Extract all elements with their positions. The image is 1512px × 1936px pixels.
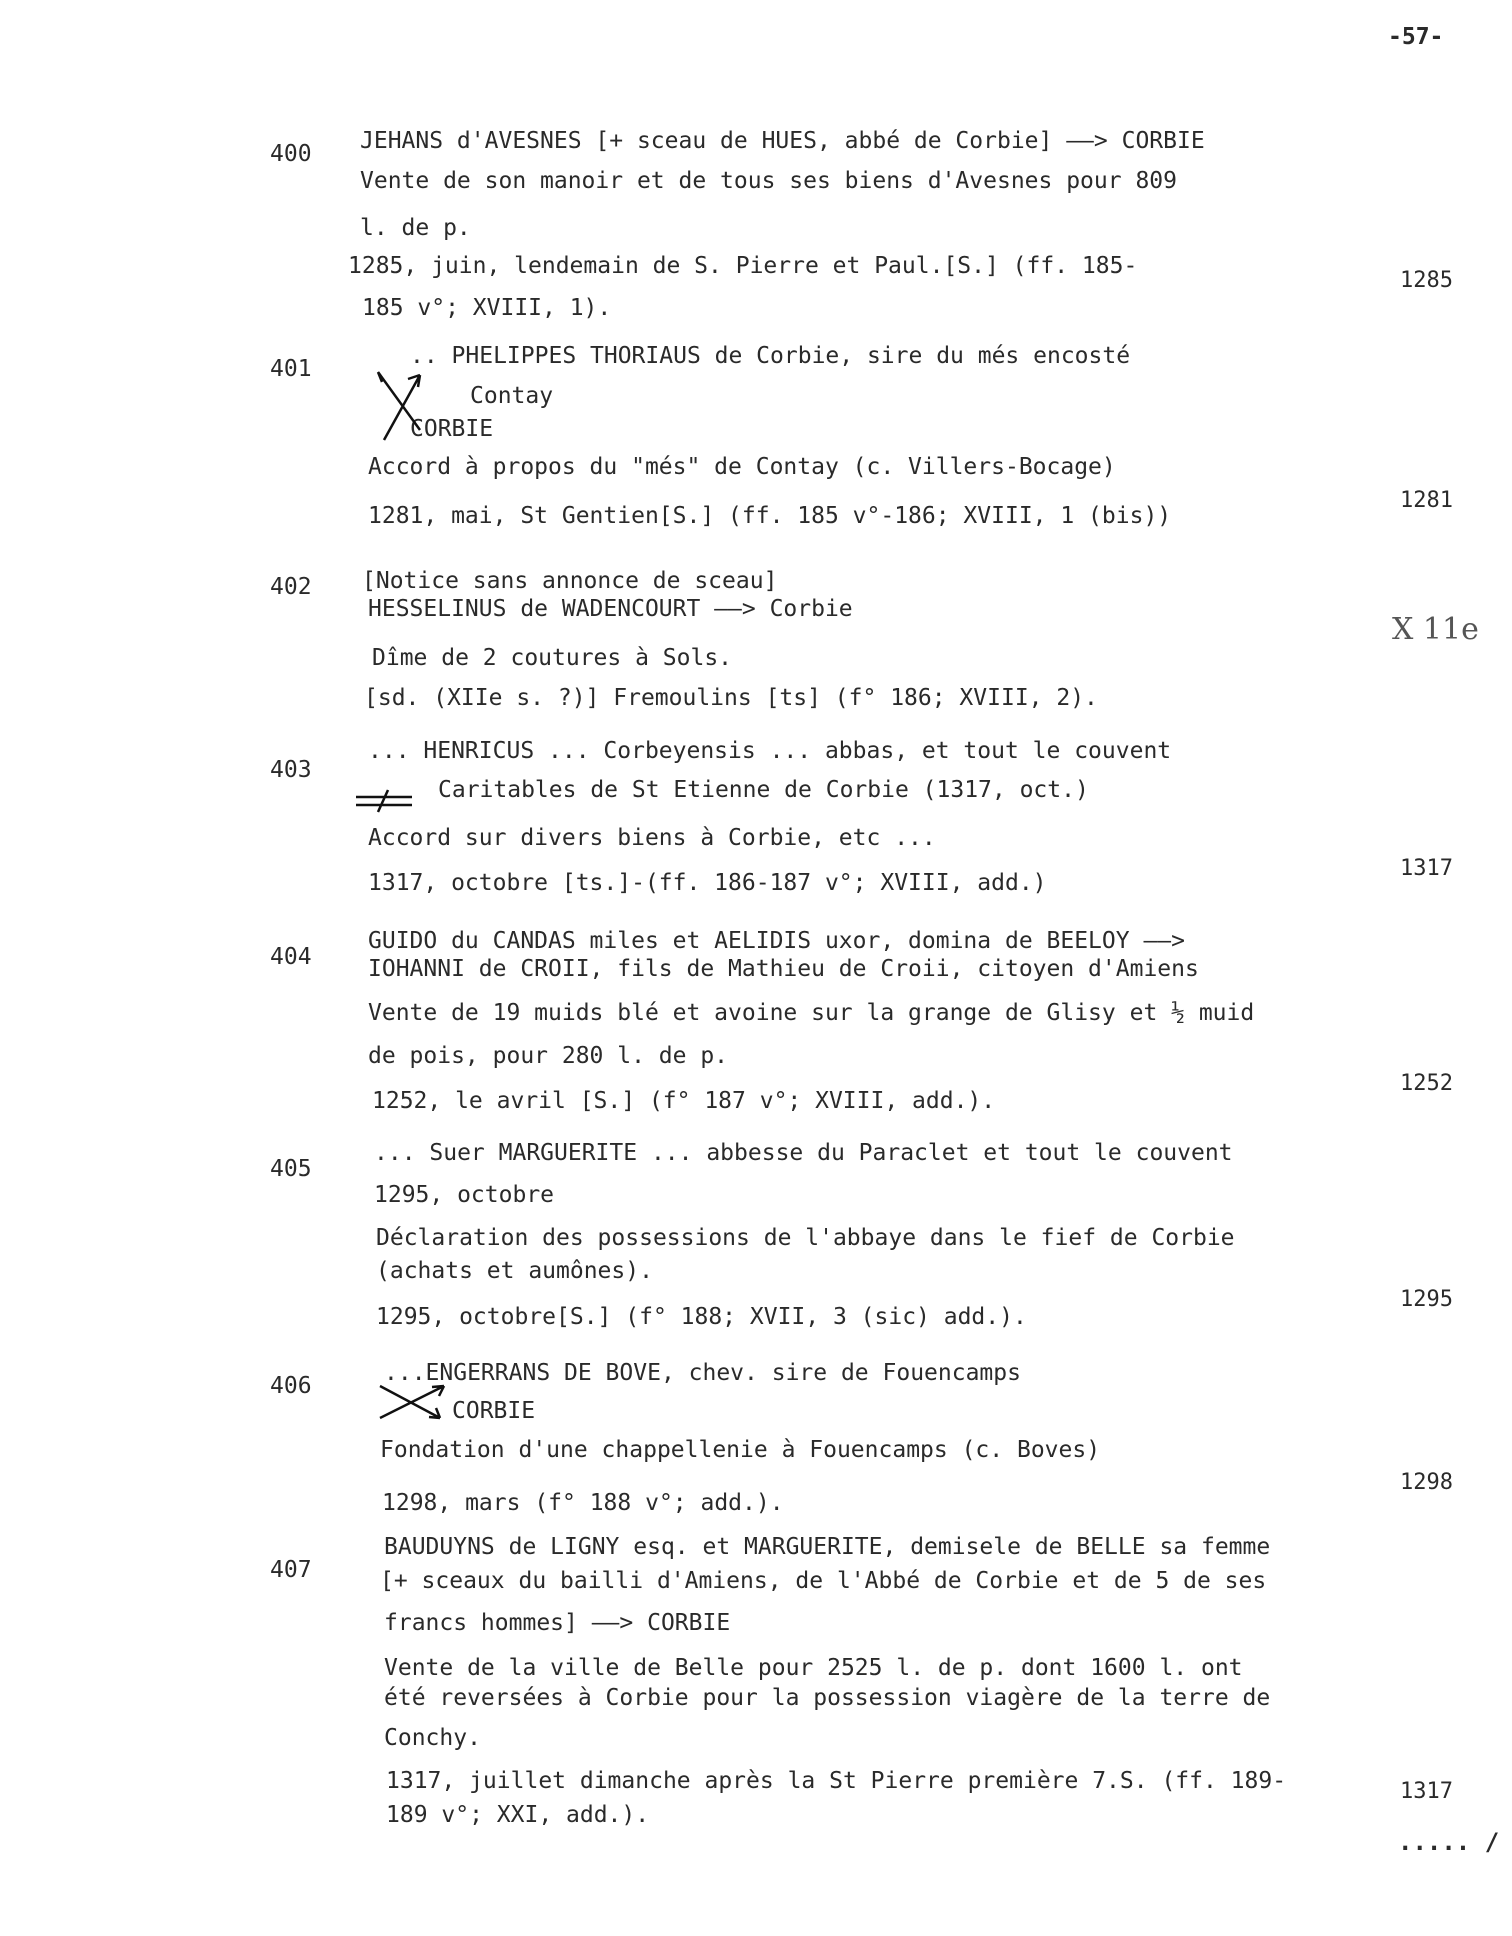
entry-line: CORBIE (410, 416, 494, 442)
entry-line: GUIDO du CANDAS miles et AELIDIS uxor, domina de BEELOY ——> (368, 928, 1185, 954)
margin-date: 1317 (1400, 856, 1453, 881)
entry-line: 1295, octobre (374, 1182, 555, 1208)
entry-line: 1317, octobre [ts.]-(ff. 186-187 v°; XVIII, add.) (368, 870, 1047, 896)
entry-line: ... HENRICUS ... Corbeyensis ... abbas, et tout le couvent (368, 738, 1172, 764)
entry-line: francs hommes] ——> CORBIE (384, 1610, 731, 1636)
entry-line: 1281, mai, St Gentien[S.] (ff. 185 v°-186; XVIII, 1 (bis)) (368, 503, 1172, 529)
entry-number: 400 (270, 141, 312, 167)
entry-number: 403 (270, 757, 312, 783)
entry-line: .. PHELIPPES THORIAUS de Corbie, sire du més encosté (410, 343, 1131, 369)
entry-line: de pois, pour 280 l. de p. (368, 1043, 729, 1069)
margin-date: 1295 (1400, 1287, 1453, 1312)
margin-date: 1281 (1400, 488, 1453, 513)
entry-line: 1298, mars (f° 188 v°; add.). (382, 1490, 784, 1516)
entry-line: HESSELINUS de WADENCOURT ——> Corbie (368, 596, 853, 622)
entry-line: (achats et aumônes). (376, 1258, 653, 1284)
entry-line: Vente de la ville de Belle pour 2525 l. de p. dont 1600 l. ont (384, 1655, 1243, 1681)
entry-line: Déclaration des possessions de l'abbaye dans le fief de Corbie (376, 1225, 1235, 1251)
page-number: -57- (1388, 24, 1444, 50)
entry-line: Caritables de St Etienne de Corbie (1317, oct.) (438, 777, 1089, 803)
entry-line: ... Suer MARGUERITE ... abbesse du Paraclet et tout le couvent (374, 1140, 1233, 1166)
entry-line: Accord sur divers biens à Corbie, etc ... (368, 825, 936, 851)
entry-line: [+ sceaux du bailli d'Amiens, de l'Abbé de Corbie et de 5 de ses (380, 1568, 1267, 1594)
entry-number: 402 (270, 574, 312, 600)
margin-date: 1285 (1400, 268, 1453, 293)
entry-line: 1295, octobre[S.] (f° 188; XVII, 3 (sic) add.). (376, 1304, 1027, 1330)
entry-line: JEHANS d'AVESNES [+ sceau de HUES, abbé de Corbie] ——> CORBIE (360, 128, 1205, 154)
entry-line: BAUDUYNS de LIGNY esq. et MARGUERITE, demisele de BELLE sa femme (384, 1534, 1271, 1560)
entry-line: CORBIE (452, 1398, 536, 1424)
entry-line: 185 v°; XVIII, 1). (362, 295, 612, 321)
entry-number: 405 (270, 1156, 312, 1182)
entry-number: 406 (270, 1373, 312, 1399)
entry-line: 1285, juin, lendemain de S. Pierre et Paul.[S.] (ff. 185- (348, 253, 1138, 279)
entry-line: été reversées à Corbie pour la possession viagère de la terre de (384, 1685, 1271, 1711)
entry-line: [Notice sans annonce de sceau] (362, 568, 778, 594)
margin-date: 1252 (1400, 1071, 1453, 1096)
entry-line: Vente de son manoir et de tous ses biens d'Avesnes pour 809 (360, 168, 1177, 194)
entry-line: Dîme de 2 coutures à Sols. (372, 645, 733, 671)
entry-line: 1252, le avril [S.] (f° 187 v°; XVIII, add.). (372, 1088, 996, 1114)
entry-line: ...ENGERRANS DE BOVE, chev. sire de Fouencamps (384, 1360, 1021, 1386)
entry-line: Contay (470, 383, 554, 409)
entry-number: 401 (270, 356, 312, 382)
entry-number: 407 (270, 1557, 312, 1583)
margin-date: 1298 (1400, 1470, 1453, 1495)
continuation-mark: ..... / (1398, 1828, 1500, 1856)
margin-date: 1317 (1400, 1779, 1453, 1804)
entry-line: l. de p. (360, 215, 471, 241)
entry-line: Vente de 19 muids blé et avoine sur la grange de Glisy et ½ muid (368, 1000, 1255, 1026)
entry-line: 1317, juillet dimanche après la St Pierre première 7.S. (ff. 189- (386, 1768, 1287, 1794)
entry-line: Accord à propos du "més" de Contay (c. Villers-Bocage) (368, 454, 1116, 480)
entry-line: Fondation d'une chappellenie à Fouencamps (c. Boves) (380, 1437, 1101, 1463)
entry-number: 404 (270, 944, 312, 970)
entry-line: [sd. (XIIe s. ?)] Fremoulins [ts] (f° 186; XVIII, 2). (364, 685, 1098, 711)
entry-line: Conchy. (384, 1725, 481, 1751)
entry-line: 189 v°; XXI, add.). (386, 1802, 650, 1828)
margin-note: X 11e (1392, 612, 1479, 647)
entry-line: IOHANNI de CROII, fils de Mathieu de Croii, citoyen d'Amiens (368, 956, 1199, 982)
